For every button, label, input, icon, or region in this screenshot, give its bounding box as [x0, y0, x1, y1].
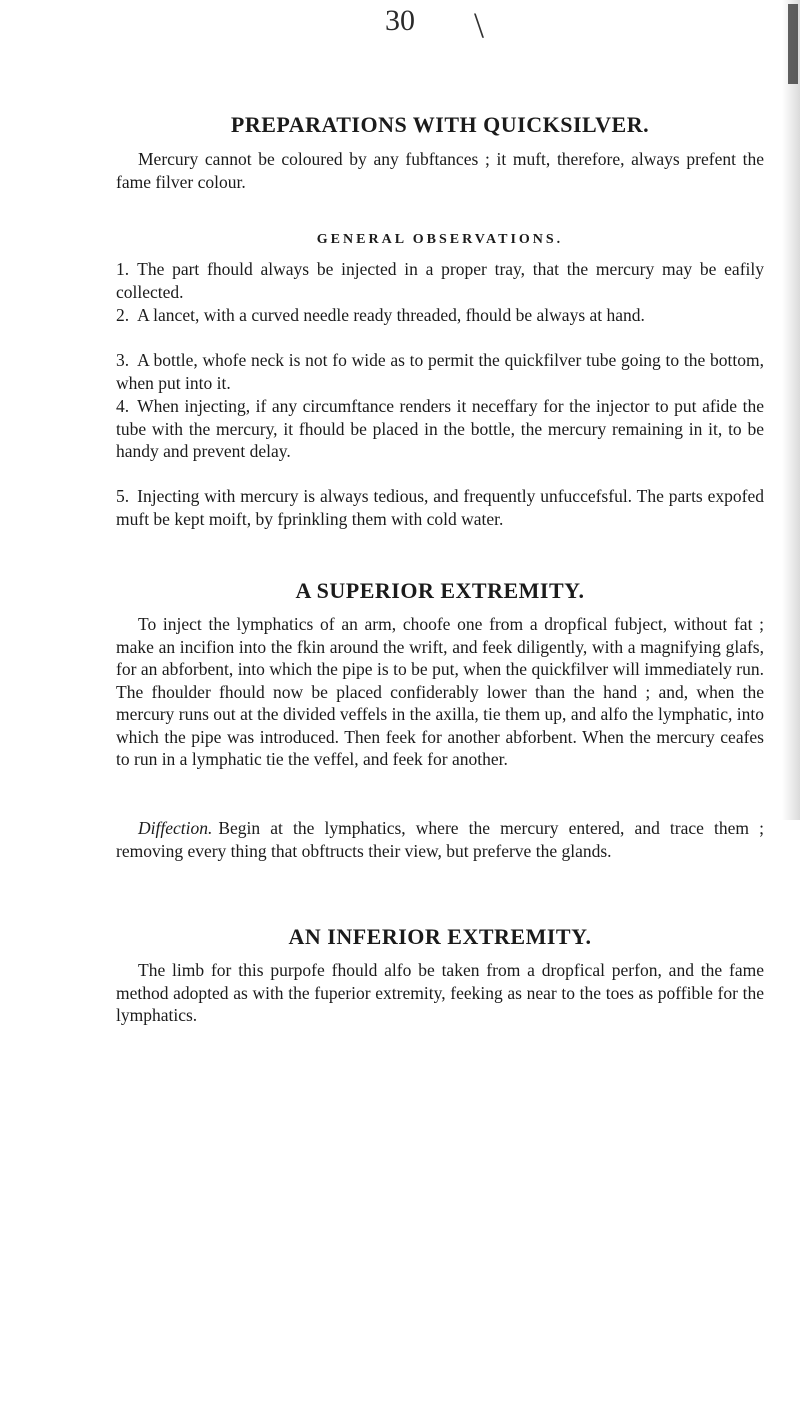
section-title-preparations: PREPARATIONS WITH QUICKSILVER.	[230, 112, 650, 137]
intro-paragraph: Mercury cannot be coloured by any fubftances ; it muft, therefore, always prefent the fame filver colour.	[116, 149, 764, 192]
item-number: 2.	[116, 305, 130, 325]
item-text: When injecting, if any circumftance renders it neceffary for the injector to put afide the tube with the mercury, it fhould be placed in the bottle, the mercury remaining in it, to be handy and prevent delay.	[116, 396, 764, 461]
item-text: Injecting with mercury is always tedious, and frequently unfuccefsful. The parts expofed muft be kept moift, by fprinkling them with cold water.	[116, 486, 764, 529]
inferior-extremity-heading: AN INFERIOR EXTREMITY.	[288, 924, 592, 949]
dissection-label: Diffection.	[138, 818, 213, 838]
dissection-text: Begin at the lymphatics, where the mercury entered, and trace them ; removing every thing that obftructs their view, but preferve the glands.	[116, 818, 764, 861]
item-number: 5.	[116, 486, 130, 506]
general-observations-heading: GENERAL OBSERVATIONS.	[316, 232, 564, 247]
page-crease-mark: \	[474, 5, 485, 45]
item-number: 4.	[116, 396, 130, 416]
page-edge-shadow	[782, 0, 800, 820]
item-text: A lancet, with a curved needle ready threaded, fhould be always at hand.	[137, 305, 645, 325]
observation-item-3	[116, 349, 764, 394]
inferior-extremity-paragraph: The limb for this purpofe fhould alfo be taken from a dropfical perfon, and the fame method adopted as with the fuperior extremity, feeking as near to the toes as poffible for the lymphatics.	[116, 960, 764, 1025]
item-text: The part fhould always be injected in a proper tray, that the mercury may be eafily collected.	[116, 259, 764, 302]
dissection-paragraph	[116, 817, 764, 862]
item-number: 1.	[116, 259, 130, 279]
observation-item-5	[116, 485, 764, 530]
observation-item-1	[116, 258, 764, 303]
observation-item-2	[116, 304, 764, 327]
item-number: 3.	[116, 350, 130, 370]
page-number: 30	[385, 4, 415, 37]
superior-extremity-heading: A SUPERIOR EXTREMITY.	[295, 578, 585, 603]
item-text: A bottle, whofe neck is not fo wide as to permit the quickfilver tube going to the bottom, when put into it.	[116, 350, 764, 393]
observation-item-4	[116, 395, 764, 463]
superior-extremity-paragraph: To inject the lymphatics of an arm, choofe one from a dropfical fubject, without fat ; make an incifion into the fkin around the wrift, and feek diligently, with a magnifying glafs, for an abforbent, into which the pipe is to be put, when the quickfilver will immediately run. The fhoulder fhould now be placed confiderably lower than the hand ; and, when the mercury runs out at the divided veffels in the axilla, tie them up, and alfo the lymphatic, into which the pipe was introduced. Then feek for another abforbent. When the mercury ceafes to run in a lymphatic tie the veffel, and feek for another.	[116, 614, 764, 769]
